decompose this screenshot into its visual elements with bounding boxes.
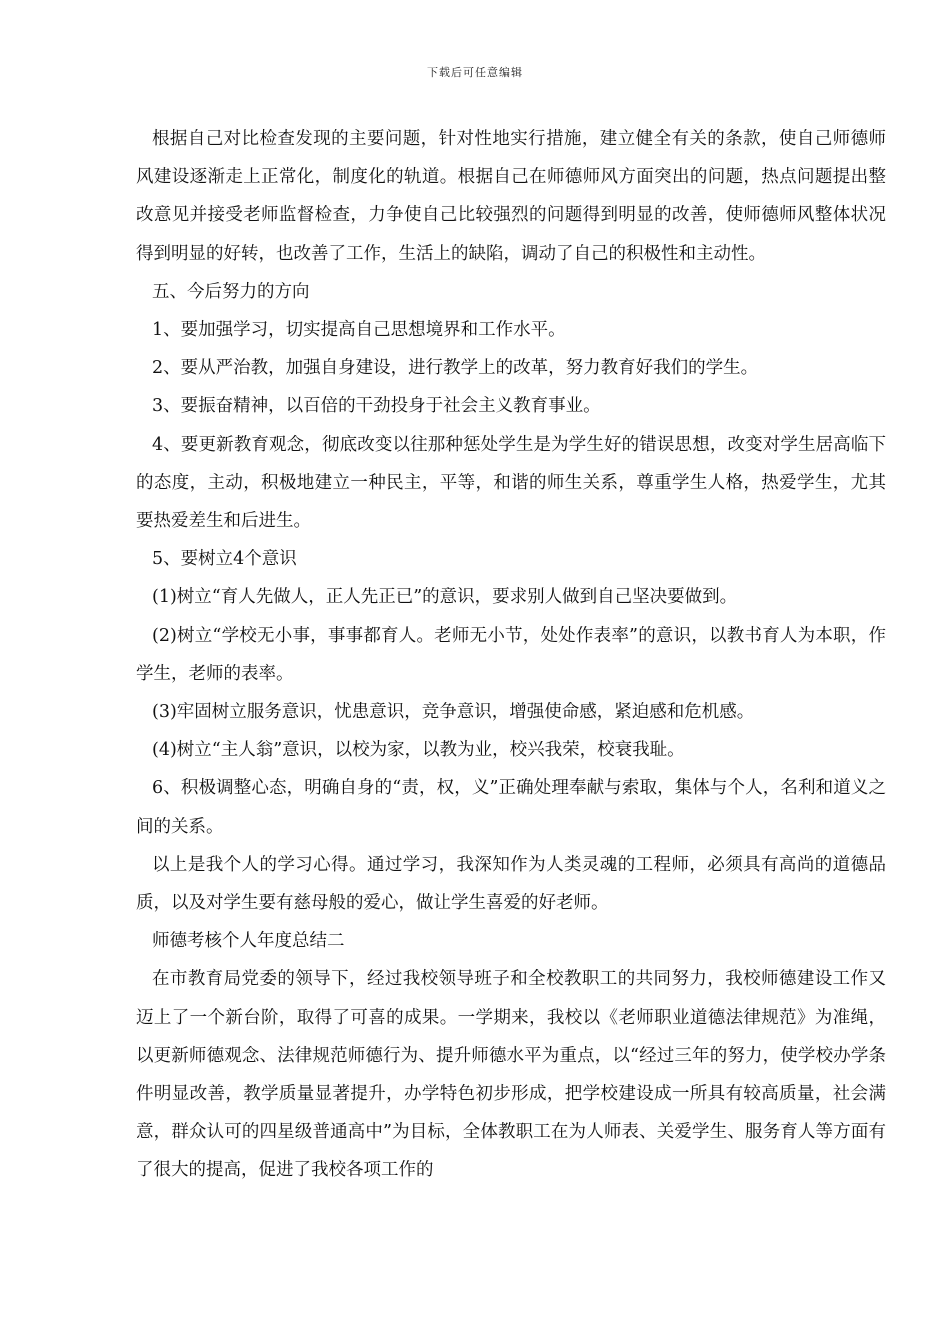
list-item-2: 2、要从严治教，加强自身建设，进行教学上的改革，努力教育好我们的学生。 <box>152 358 759 379</box>
sub-item-1: (1)树立“育人先做人，正人先正已”的意识，要求别人做到自己坚决要做到。 <box>152 587 738 608</box>
section-heading-summary-two: 师德考核个人年度总结二 <box>152 931 345 952</box>
list-item-3: 3、要振奋精神，以百倍的干劲投身于社会主义教育事业。 <box>152 396 601 417</box>
page-header: 下载后可任意编辑 <box>427 66 523 79</box>
list-item-5: 5、要树立4个意识 <box>152 549 297 570</box>
section-heading-future-direction: 五、今后努力的方向 <box>152 281 310 302</box>
list-item-1: 1、要加强学习，切实提高自己思想境界和工作水平。 <box>152 320 566 341</box>
list-item-4: 4、要更新教育观念，彻底改变以往那种惩处学生是为学生好的错误思想，改变对学生居高临下的态度，主动，积极地建立一种民主，平等，和谐的师生关系，尊重学生人格，热爱学生，尤其要热爱差生和后进生。 <box>136 434 886 532</box>
list-item-6: 6、积极调整心态，明确自身的“责，权，义”正确处理奉献与索取，集体与个人，名利和道义之间的关系。 <box>136 778 886 837</box>
paragraph-summary-two-body: 在市教育局党委的领导下，经过我校领导班子和全校教职工的共同努力，我校师德建设工作又迈上了一个新台阶，取得了可喜的成果。一学期来，我校以《老师职业道德法律规范》为准绳，以更新师德观念、法律规范师德行为、提升师德水平为重点，以“经过三年的努力，使学校办学条件明显改善，教学质量显著提升，办学特色初步形成，把学校建设成一所具有较高质量，社会满意，群众认可的四星级普通高中”为目标，全体教职工在为人师表、关爱学生、服务育人等方面有了很大的提高，促进了我校各项工作的 <box>136 969 886 1181</box>
paragraph-intro-rectification: 根据自己对比检查发现的主要问题，针对性地实行措施，建立健全有关的条款，使自己师德师风建设逐渐走上正常化，制度化的轨道。根据自己在师德师风方面突出的问题，热点问题提出整改意见并接受老师监督检查，力争使自己比较强烈的问题得到明显的改善，使师德师风整体状况得到明显的好转，也改善了工作，生活上的缺陷，调动了自己的积极性和主动性。 <box>136 129 886 264</box>
sub-item-2: (2)树立“学校无小事，事事都育人。老师无小节，处处作表率”的意识，以教书育人为本职，作学生，老师的表率。 <box>136 625 886 684</box>
sub-item-3: (3)牢固树立服务意识，忧患意识，竞争意识，增强使命感，紧迫感和危机感。 <box>152 702 755 723</box>
sub-item-4: (4)树立“主人翁”意识，以校为家，以教为业，校兴我荣，校衰我耻。 <box>152 740 685 761</box>
paragraph-conclusion: 以上是我个人的学习心得。通过学习，我深知作为人类灵魂的工程师，必须具有高尚的道德品质，以及对学生要有慈母般的爱心，做让学生喜爱的好老师。 <box>136 854 886 914</box>
document-body <box>136 120 886 1190</box>
